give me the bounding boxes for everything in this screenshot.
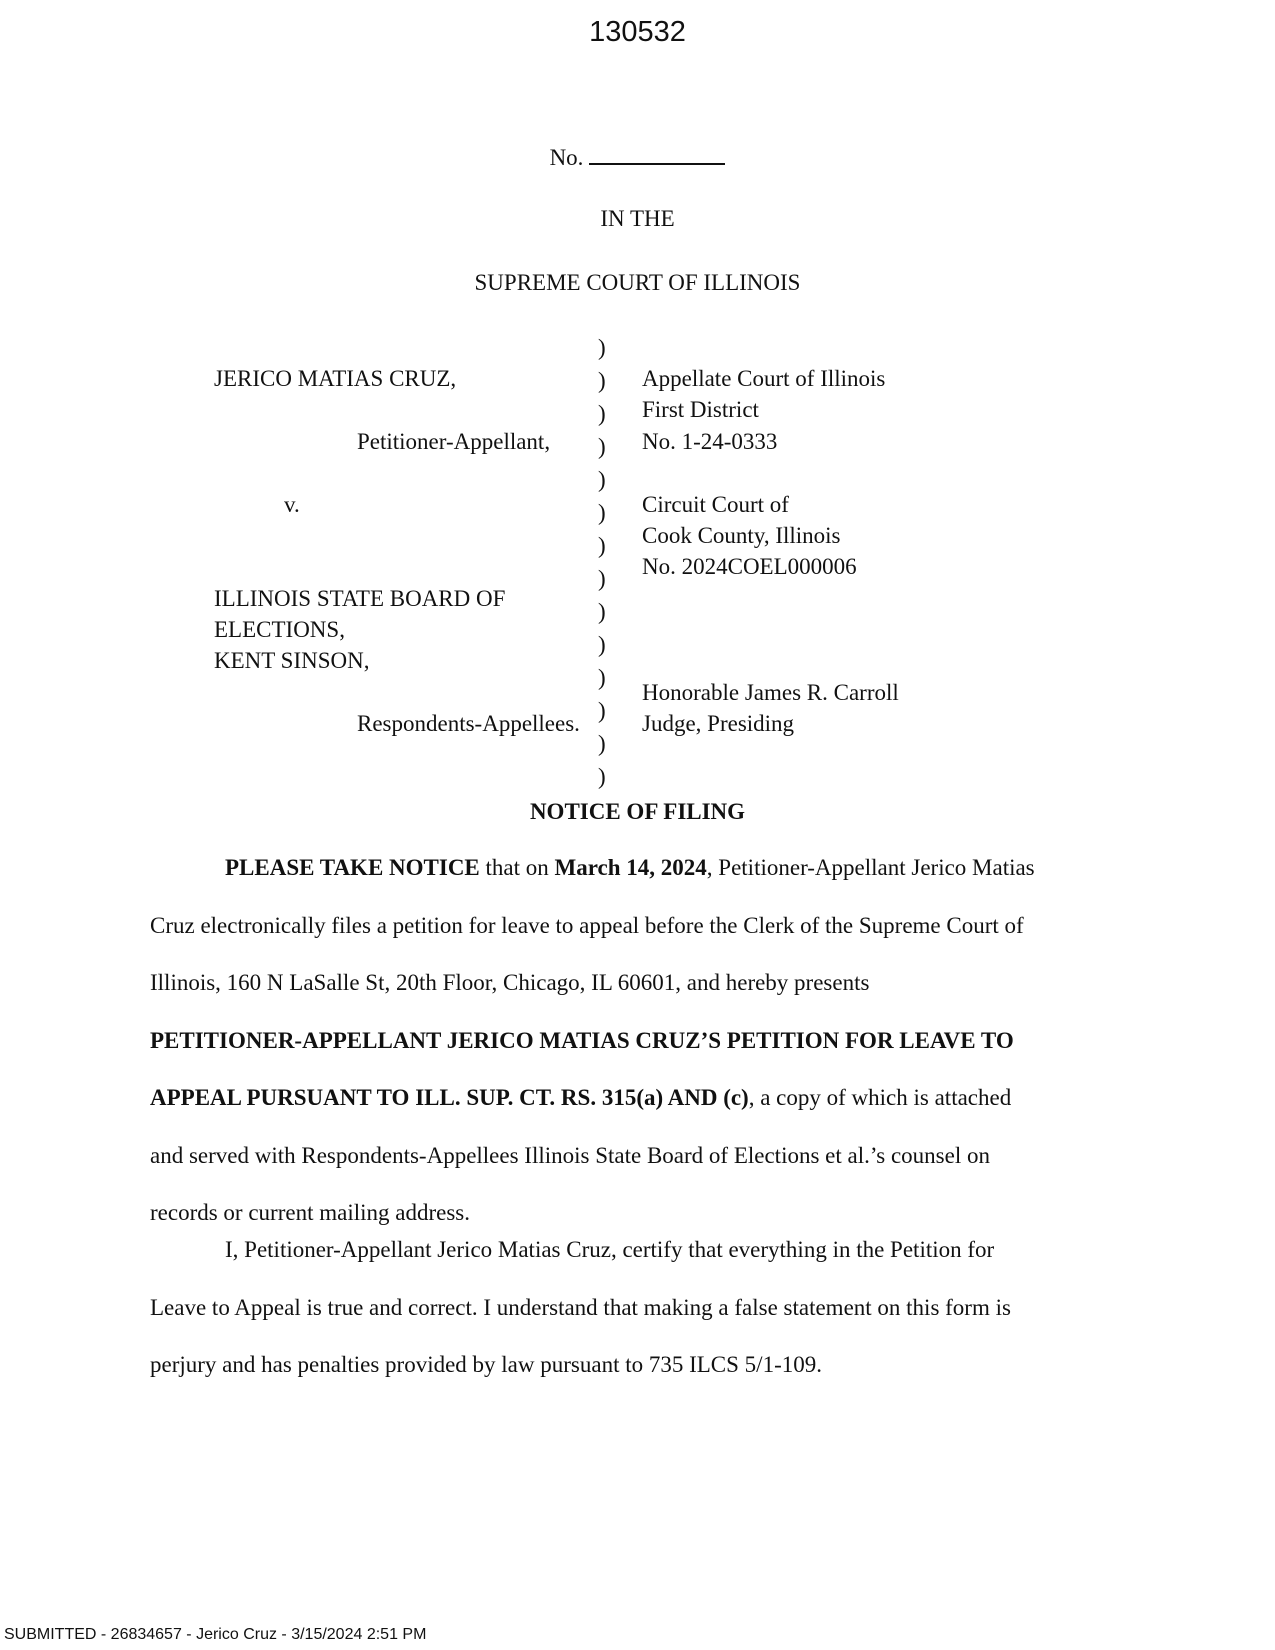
paren: )	[598, 764, 606, 789]
notice-line-4	[150, 1012, 1125, 1070]
paren: )	[598, 566, 606, 591]
notice-line-2: Cruz electronically files a petition for leave to appeal before the Clerk of the Supreme Court of	[150, 912, 1024, 938]
circuit-court: Circuit Court of	[642, 492, 789, 517]
petition-title-part-1: PETITIONER-APPELLANT JERICO MATIAS CRUZ’S PETITION FOR LEAVE TO	[150, 1027, 1014, 1053]
notice-text: that on	[479, 855, 555, 880]
notice-paragraph	[150, 839, 1125, 1242]
notice-line-7: records or current mailing address.	[150, 1200, 470, 1225]
paren: )	[598, 698, 606, 723]
circuit-county: Cook County, Illinois	[642, 523, 841, 548]
judge-title: Judge, Presiding	[642, 711, 795, 736]
case-number-label: No.	[549, 145, 584, 170]
respondent-line-1: ILLINOIS STATE BOARD OF	[214, 586, 506, 611]
notice-line-1	[150, 839, 1125, 897]
paren: )	[598, 368, 606, 393]
submission-stamp: SUBMITTED - 26834657 - Jerico Cruz - 3/15/2024 2:51 PM	[4, 1626, 427, 1643]
paren: )	[598, 533, 606, 558]
petition-title-part-2: APPEAL PURSUANT TO ILL. SUP. CT. RS. 315(a) AND (c)	[150, 1085, 749, 1110]
notice-date: March 14, 2024	[554, 855, 707, 880]
judge-name: Honorable James R. Carroll	[642, 680, 899, 705]
certification-paragraph	[150, 1221, 1125, 1394]
paren: )	[598, 434, 606, 459]
paren: )	[598, 467, 606, 492]
appellate-case-number: No. 1-24-0333	[642, 429, 778, 454]
appellate-district: First District	[642, 397, 759, 422]
petitioner-role: Petitioner-Appellant,	[357, 429, 551, 454]
paren: )	[598, 632, 606, 657]
notice-text: , a copy of which is attached	[748, 1085, 1012, 1110]
paren: )	[598, 731, 606, 756]
certification-line-3: perjury and has penalties provided by law pursuant to 735 ILCS 5/1-109.	[150, 1352, 822, 1377]
notice-text: , Petitioner-Appellant Jerico Matias	[706, 855, 1035, 880]
caption-paren-column	[598, 331, 606, 793]
case-number-blank	[589, 143, 725, 165]
notice-lead: PLEASE TAKE NOTICE	[225, 855, 480, 880]
versus: v.	[284, 492, 300, 517]
appellate-court: Appellate Court of Illinois	[642, 366, 886, 391]
respondent-line-3: KENT SINSON,	[214, 648, 370, 673]
circuit-case-number: No. 2024COEL000006	[642, 554, 857, 579]
court-intro: IN THE	[600, 206, 675, 231]
notice-line-5	[150, 1069, 1125, 1127]
certification-line-1: I, Petitioner-Appellant Jerico Matias Cruz, certify that everything in the Petition for	[225, 1237, 995, 1262]
court-name: SUPREME COURT OF ILLINOIS	[474, 270, 801, 295]
paren: )	[598, 500, 606, 525]
petitioner-name: JERICO MATIAS CRUZ,	[214, 366, 457, 391]
document-header-number: 130532	[589, 16, 686, 48]
paren: )	[598, 401, 606, 426]
notice-title: NOTICE OF FILING	[529, 799, 746, 824]
notice-line-3: Illinois, 160 N LaSalle St, 20th Floor, Chicago, IL 60601, and hereby presents	[150, 970, 870, 995]
case-number-line	[0, 143, 1275, 171]
certification-line-2: Leave to Appeal is true and correct. I understand that making a false statement on this form is	[150, 1294, 1011, 1320]
respondent-line-2: ELECTIONS,	[214, 617, 345, 642]
notice-line-6: and served with Respondents-Appellees Illinois State Board of Elections et al.’s counsel on	[150, 1142, 990, 1168]
respondent-role: Respondents-Appellees.	[357, 711, 580, 736]
paren: )	[598, 599, 606, 624]
paren: )	[598, 335, 606, 360]
paren: )	[598, 665, 606, 690]
